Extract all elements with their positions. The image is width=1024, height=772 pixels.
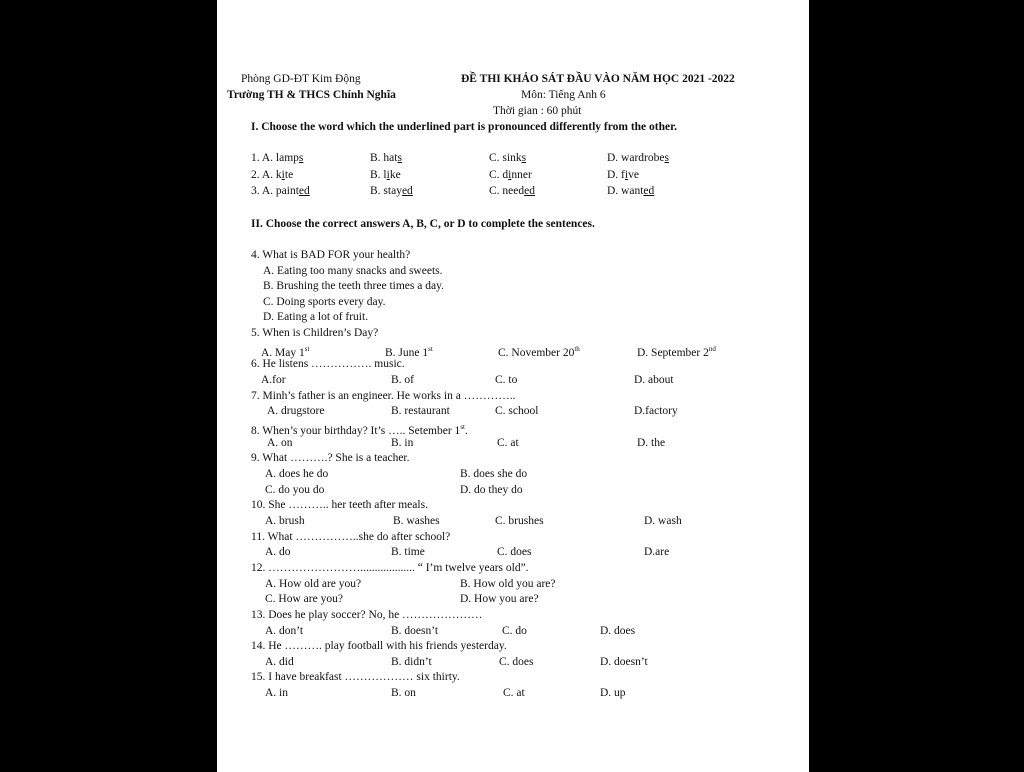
exam-page	[217, 0, 809, 772]
q1-option-b: B. hats	[370, 152, 402, 164]
q15-question: 15. I have breakfast ……………… six thirty.	[251, 671, 460, 683]
q13-option-b: B. doesn’t	[391, 625, 439, 637]
q12-option-a: A. How old are you?	[265, 578, 362, 590]
q12-option-b: B. How old you are?	[460, 578, 556, 590]
q2-option-a: 2. A. kite	[251, 169, 294, 181]
q1-option-c: C. sinks	[489, 152, 527, 164]
q4-option-a: A. Eating too many snacks and sweets.	[263, 265, 443, 277]
q8-option-a: A. on	[267, 437, 293, 449]
q11-option-a: A. do	[265, 546, 291, 558]
q5-option-a: A. May 1st	[261, 345, 310, 359]
q12-option-d: D. How you are?	[460, 593, 539, 605]
q8-option-d: D. the	[637, 437, 666, 449]
q14-question: 14. He ………. play football with his friends yesterday.	[251, 640, 507, 652]
q4-question: 4. What is BAD FOR your health?	[251, 249, 411, 261]
q3-option-a: 3. A. painted	[251, 185, 310, 197]
q5-option-d: D. September 2nd	[637, 345, 716, 359]
q6-option-d: D. about	[634, 374, 674, 386]
q15-option-b: B. on	[391, 687, 416, 699]
q14-option-c: C. does	[499, 656, 534, 668]
q3-option-b: B. stayed	[370, 185, 413, 197]
q6-option-c: C. to	[495, 374, 518, 386]
q5-option-b: B. June 1st	[385, 345, 433, 359]
q11-option-b: B. time	[391, 546, 425, 558]
q13-option-a: A. don’t	[265, 625, 304, 637]
q6-question: 6. He listens ……………. music.	[251, 358, 405, 370]
q10-option-b: B. washes	[393, 515, 440, 527]
q9-option-b: B. does she do	[460, 468, 528, 480]
q15-option-a: A. in	[265, 687, 288, 699]
q10-option-c: C. brushes	[495, 515, 544, 527]
q12-question: 12. ……………………................... “ I’m twelve years old”.	[251, 562, 529, 574]
q9-option-c: C. do you do	[265, 484, 325, 496]
q7-option-a: A. drugstore	[267, 405, 325, 417]
department-name: Phòng GD-ĐT Kim Động	[241, 73, 361, 85]
section-2-title: II. Choose the correct answers A, B, C, or D to complete the sentences.	[251, 218, 595, 230]
q4-option-c: C. Doing sports every day.	[263, 296, 386, 308]
q8-question: 8. When’s your birthday? It’s ….. Setember 1st.	[251, 423, 468, 437]
q10-question: 10. She ……….. her teeth after meals.	[251, 499, 428, 511]
q2-option-b: B. like	[370, 169, 401, 181]
q6-option-a: A.for	[261, 374, 286, 386]
q10-option-d: D. wash	[644, 515, 682, 527]
school-name: Trường TH & THCS Chính Nghĩa	[227, 89, 396, 101]
q14-option-b: B. didn’t	[391, 656, 432, 668]
q13-option-c: C. do	[502, 625, 527, 637]
q2-option-c: C. dinner	[489, 169, 532, 181]
q5-question: 5. When is Children’s Day?	[251, 327, 379, 339]
q12-option-c: C. How are you?	[265, 593, 343, 605]
q4-option-d: D. Eating a lot of fruit.	[263, 311, 369, 323]
q8-option-c: C. at	[497, 437, 519, 449]
exam-title: ĐỀ THI KHẢO SÁT ĐẦU VÀO NĂM HỌC 2021 -2022	[461, 73, 735, 85]
q11-question: 11. What ……………..she do after school?	[251, 531, 451, 543]
q11-option-c: C. does	[497, 546, 532, 558]
q15-option-d: D. up	[600, 687, 626, 699]
q13-option-d: D. does	[600, 625, 636, 637]
q10-option-a: A. brush	[265, 515, 305, 527]
q3-option-d: D. wanted	[607, 185, 655, 197]
q3-option-c: C. needed	[489, 185, 535, 197]
q7-option-b: B. restaurant	[391, 405, 450, 417]
q6-option-b: B. of	[391, 374, 414, 386]
q14-option-a: A. did	[265, 656, 294, 668]
q2-option-d: D. five	[607, 169, 639, 181]
q7-question: 7. Minh’s father is an engineer. He works in a …………..	[251, 390, 516, 402]
q13-question: 13. Does he play soccer? No, he …………………	[251, 609, 483, 621]
exam-subject: Môn: Tiếng Anh 6	[521, 89, 606, 101]
q14-option-d: D. doesn’t	[600, 656, 648, 668]
q8-option-b: B. in	[391, 437, 414, 449]
q15-option-c: C. at	[503, 687, 525, 699]
q11-option-d: D.are	[644, 546, 670, 558]
q9-option-d: D. do they do	[460, 484, 523, 496]
section-1-title: I. Choose the word which the underlined part is pronounced differently from the other.	[251, 121, 678, 133]
q4-option-b: B. Brushing the teeth three times a day.	[263, 280, 444, 292]
q7-option-d: D.factory	[634, 405, 678, 417]
q1-option-a: 1. A. lamps	[251, 152, 304, 164]
q1-option-d: D. wardrobes	[607, 152, 669, 164]
q9-option-a: A. does he do	[265, 468, 329, 480]
exam-time: Thời gian : 60 phút	[493, 105, 582, 117]
q7-option-c: C. school	[495, 405, 539, 417]
q9-question: 9. What ……….? She is a teacher.	[251, 452, 410, 464]
q5-option-c: C. November 20th	[498, 345, 580, 359]
